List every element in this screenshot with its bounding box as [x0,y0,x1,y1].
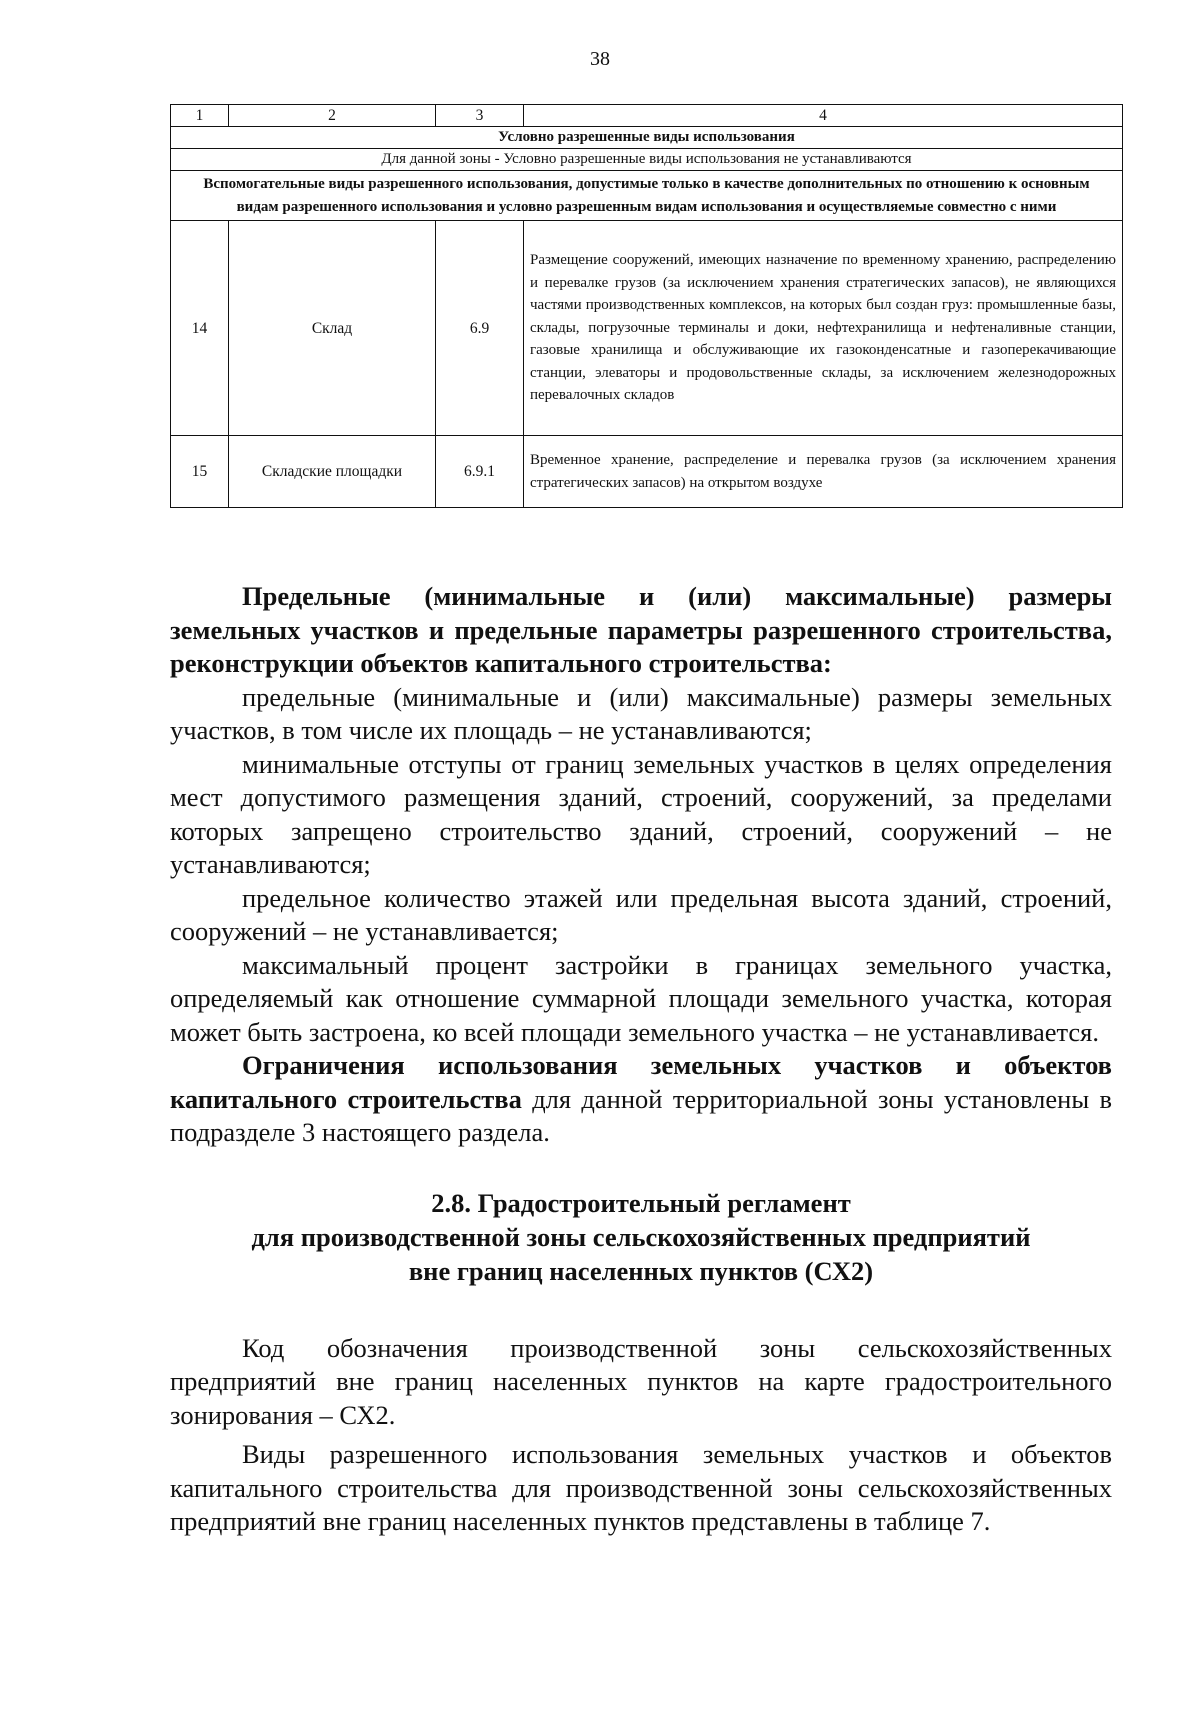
row-number: 14 [171,221,229,436]
column-number: 3 [436,105,524,127]
column-number: 4 [524,105,1123,127]
limits-paragraph: минимальные отступы от границ земельных участков в целях определения мест допустимого размещения зданий, строений, сооружений, за пределами которых запрещено строительство зданий, строений, сооружений – не устанавливаются; [170,748,1112,879]
section-heading-line: для производственной зоны сельскохозяйственных предприятий [251,1221,1031,1252]
column-number: 1 [171,105,229,127]
limits-heading: Предельные (минимальные и (или) максимальные) размеры земельных участков и предельные параметры разрешенного строительства, реконструкции объектов капитального строительства: [170,581,1112,678]
zone-types-paragraph: Виды разрешенного использования земельных участков и объектов капитального строительства для производственной зоны сельскохозяйственных предприятий вне границ населенных пунктов представлены в таблице 7. [170,1439,1112,1536]
limits-paragraph: предельное количество этажей или предельная высота зданий, строений, сооружений – не устанавливается; [170,882,1112,946]
use-name: Складские площадки [229,436,436,508]
zone-code-paragraph: Код обозначения производственной зоны сельскохозяйственных предприятий вне границ населенных пунктов на карте градостроительного зонирования – СХ2. [170,1332,1112,1430]
section-heading-line: вне границ населенных пунктов (СХ2) [408,1255,874,1286]
use-name: Склад [229,221,436,436]
restrictions-bold: Ограничения использования земельных участков и объектов капитального строительства [170,1050,1112,1114]
row-number: 15 [171,436,229,508]
section-heading-line: 2.8. Градостроительный регламент [431,1187,851,1218]
restrictions-paragraph [170,1049,1112,1150]
conditional-uses-title: Условно разрешенные виды использования [171,127,1123,149]
table-row [171,221,1123,436]
use-description: Размещение сооружений, имеющих назначение по временному хранению, распределению и перевалке грузов (за исключением хранения стратегических запасов), не являющихся частями производственных комплексов, на которых был создан груз: промышленные базы, склады, погрузочные терминалы и доки, нефтехранилища и нефтеналивные станции, газовые хранилища и обслуживающие их газоконденсатные и газоперекачивающие станции, элеваторы и продовольственные склады, за исключением железнодорожных перевалочных складов [524,221,1123,436]
limits-paragraph: предельные (минимальные и (или) максимальные) размеры земельных участков, в том числе их площадь – не устанавливаются; [170,681,1112,745]
land-use-table [170,104,1123,508]
auxiliary-uses-title: Вспомогательные виды разрешенного использования, допустимые только в качестве дополнительных по отношению к основным видам разрешенного использования и условно разрешенным видам использования и осуществляемые совместно с ними [171,171,1123,221]
document-body [170,580,1112,1539]
use-code: 6.9.1 [436,436,524,508]
limits-paragraph: максимальный процент застройки в границах земельного участка, определяемый как отношение суммарной площади земельного участка, которая может быть застроена, ко всей площади земельного участка – не устанавливается. [170,949,1112,1047]
column-number: 2 [229,105,436,127]
conditional-uses-note: Для данной зоны - Условно разрешенные виды использования не устанавливаются [171,149,1123,171]
use-code: 6.9 [436,221,524,436]
use-description: Временное хранение, распределение и перевалка грузов (за исключением хранения стратегических запасов) на открытом воздухе [524,436,1123,508]
page-number: 38 [590,48,610,70]
table-column-numbers [171,105,1123,127]
restrictions-rest: для данной территориальной зоны установлены в подразделе 3 настоящего раздела. [170,1083,1112,1147]
section-heading [170,1186,1112,1288]
table-row [171,436,1123,508]
